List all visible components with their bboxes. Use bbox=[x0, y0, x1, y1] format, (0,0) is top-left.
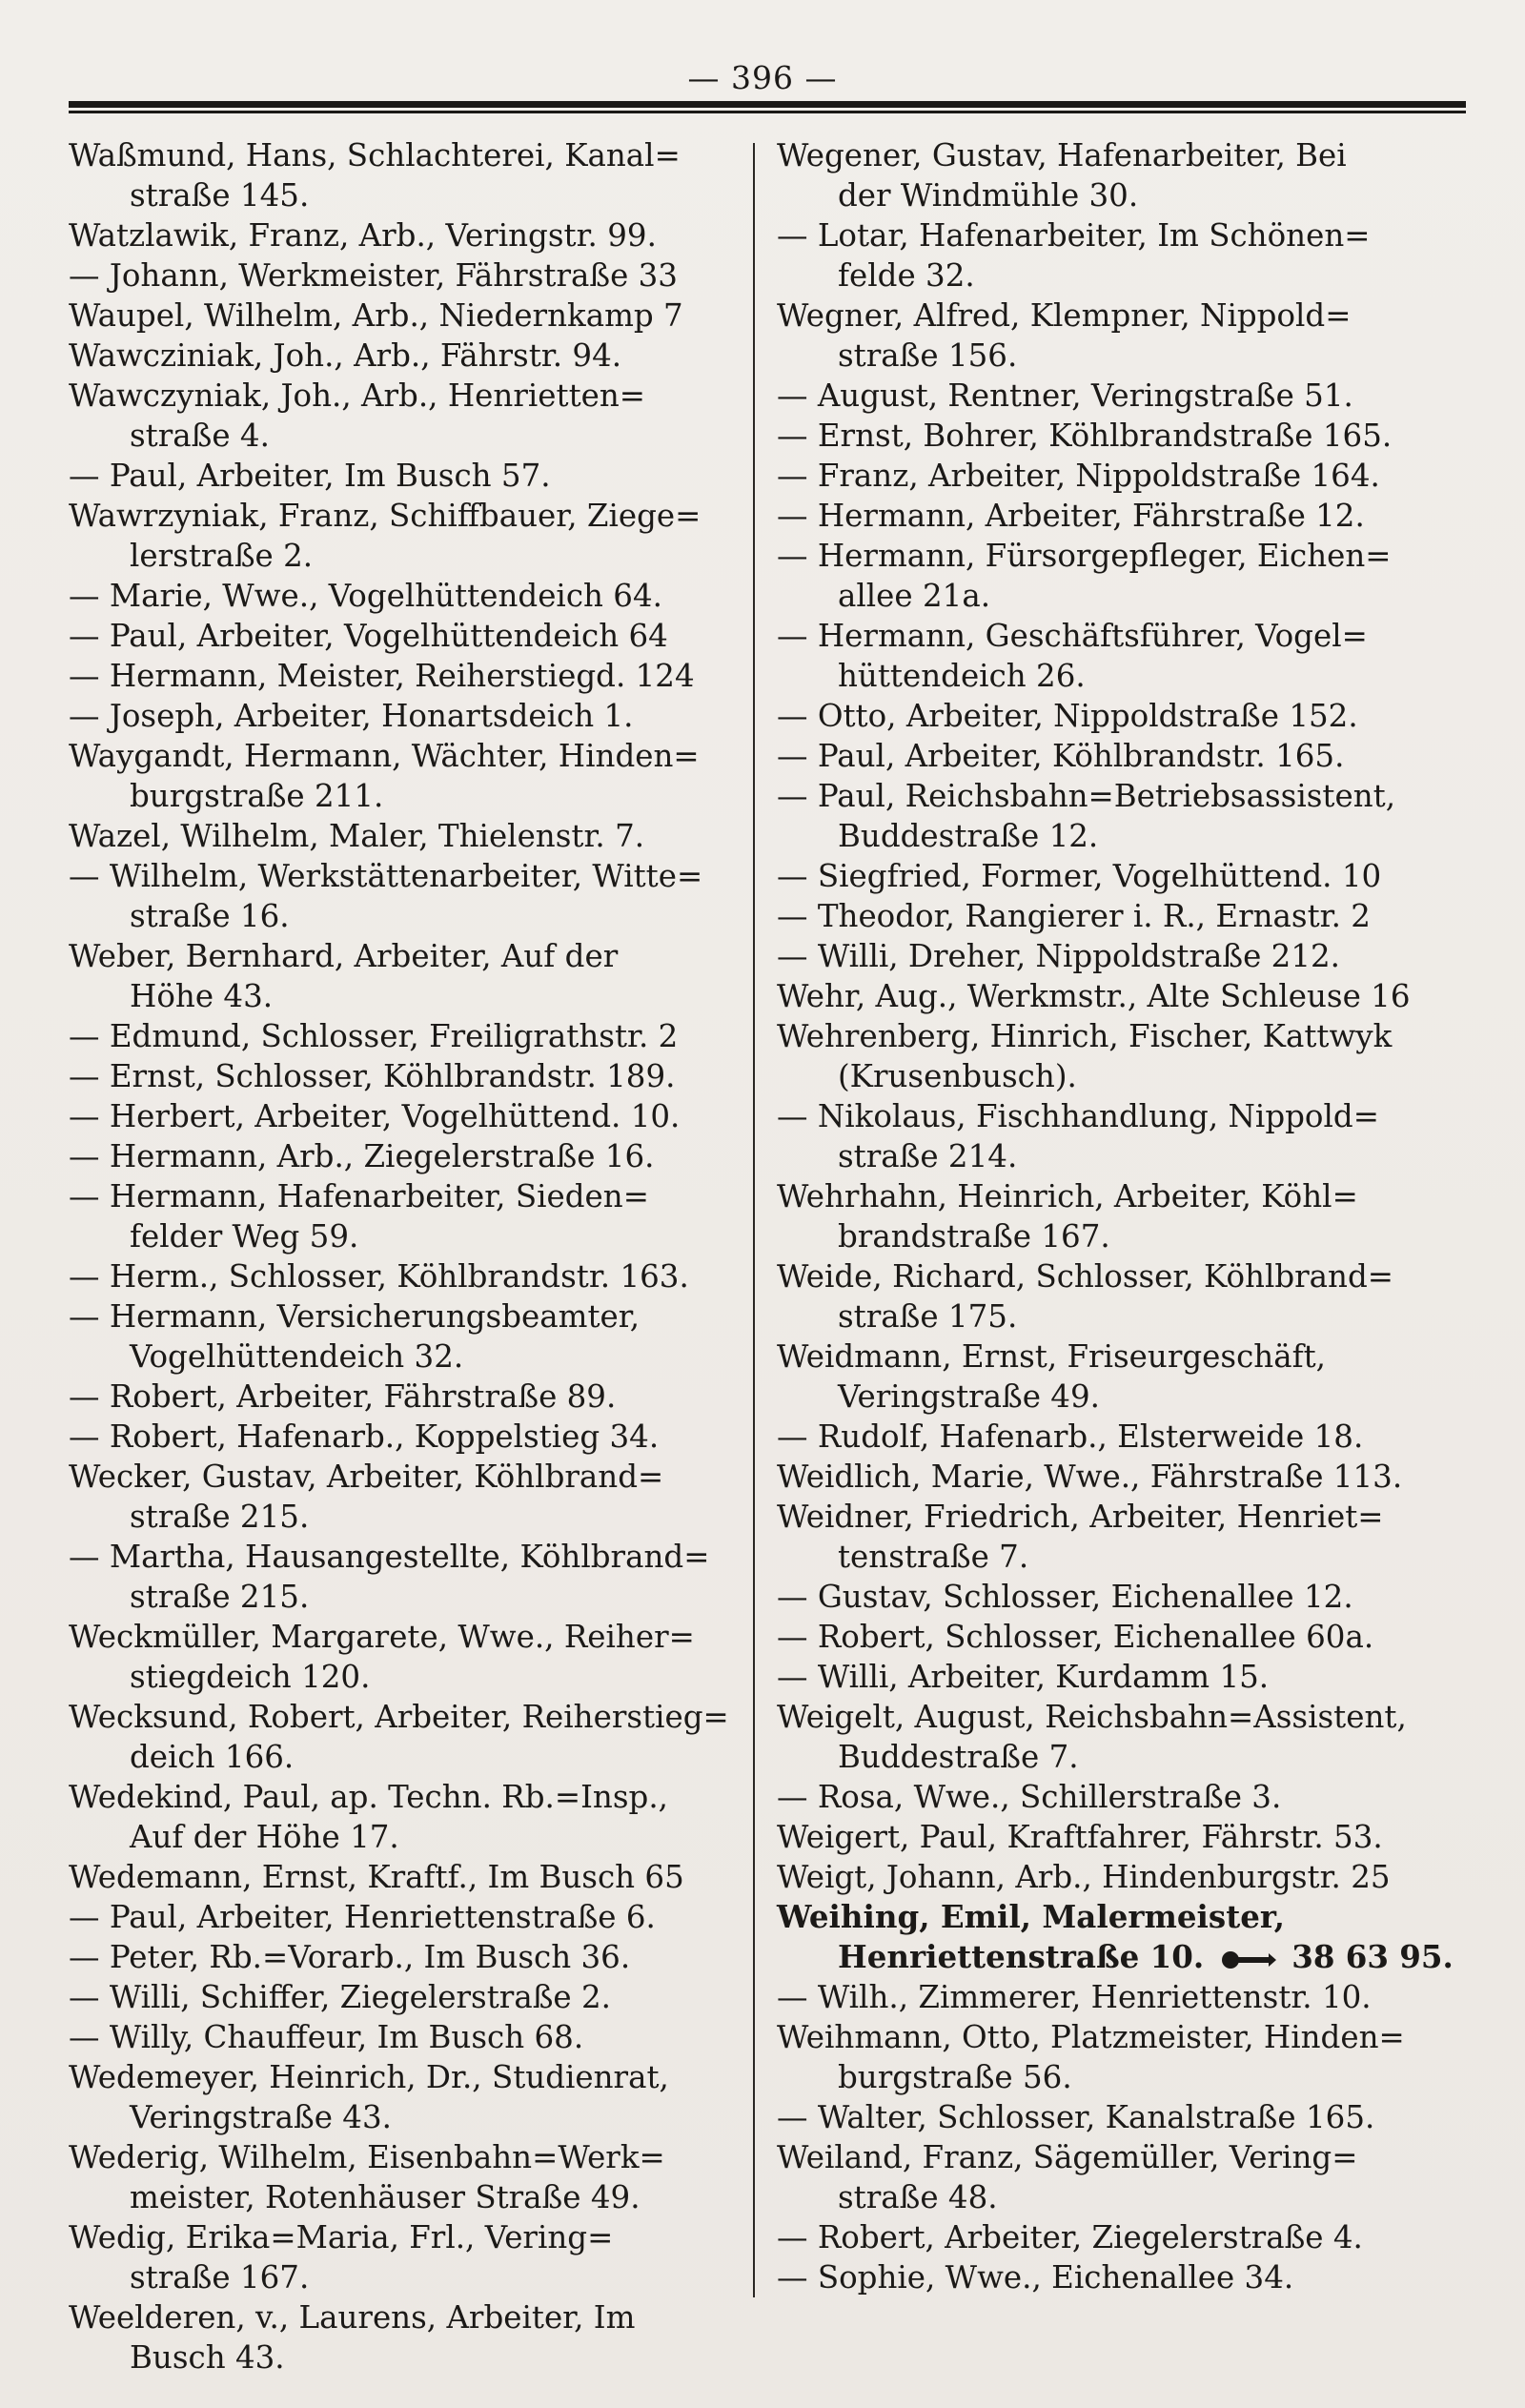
directory-entry bbox=[777, 2257, 1463, 2297]
directory-entry bbox=[69, 255, 736, 296]
entry-name-line: Weigelt, August, Reichsbahn=Assistent, bbox=[777, 1699, 1407, 1735]
entry-name-line: Waupel, Wilhelm, Arb., Niedernkamp 7 bbox=[69, 297, 683, 334]
directory-entry bbox=[777, 1897, 1463, 1977]
entry-name-line: Waßmund, Hans, Schlachterei, Kanal= bbox=[69, 137, 681, 173]
entry-name-line: — Joseph, Arbeiter, Honartsdeich 1. bbox=[69, 698, 634, 734]
directory-entry bbox=[69, 856, 736, 936]
entry-continuation-line: Vogelhüttendeich 32. bbox=[130, 1338, 464, 1375]
directory-entry bbox=[69, 1537, 736, 1617]
entry-continuation-line: felde 32. bbox=[838, 257, 975, 294]
directory-entry bbox=[69, 1697, 736, 1777]
directory-entry bbox=[69, 936, 736, 1016]
directory-entry bbox=[777, 296, 1463, 376]
entry-name-line: Wegener, Gustav, Hafenarbeiter, Bei bbox=[777, 137, 1347, 173]
entry-name-line: Wawcziniak, Joh., Arb., Fährstr. 94. bbox=[69, 337, 622, 374]
directory-entry bbox=[69, 1897, 736, 1937]
directory-entry bbox=[777, 2217, 1463, 2257]
entry-name-line: Weelderen, v., Laurens, Arbeiter, Im bbox=[69, 2299, 636, 2336]
entry-name-line: — Robert, Hafenarb., Koppelstieg 34. bbox=[69, 1418, 660, 1455]
entry-name-line: Watzlawik, Franz, Arb., Veringstr. 99. bbox=[69, 217, 657, 254]
directory-entry bbox=[69, 336, 736, 376]
entry-continuation-line: (Krusenbusch). bbox=[838, 1058, 1077, 1094]
entry-name-line: Weihmann, Otto, Platzmeister, Hinden= bbox=[777, 2019, 1405, 2055]
directory-entry bbox=[777, 1417, 1463, 1457]
directory-entry bbox=[777, 976, 1463, 1016]
directory-entry bbox=[69, 456, 736, 496]
entry-continuation-line: Auf der Höhe 17. bbox=[130, 1819, 399, 1855]
entry-name-line: Wedemann, Ernst, Kraftf., Im Busch 65 bbox=[69, 1859, 684, 1895]
directory-entry bbox=[69, 1136, 736, 1176]
entry-continuation-line: straße 215. bbox=[130, 1499, 310, 1535]
directory-entry bbox=[777, 1577, 1463, 1617]
directory-entry bbox=[69, 1256, 736, 1296]
directory-entry bbox=[777, 496, 1463, 536]
entry-name-line: — Sophie, Wwe., Eichenallee 34. bbox=[777, 2259, 1294, 2296]
directory-entry bbox=[777, 1697, 1463, 1777]
entry-name-line: Wehrhahn, Heinrich, Arbeiter, Köhl= bbox=[777, 1178, 1358, 1214]
entry-name-line: — Wilh., Zimmerer, Henriettenstr. 10. bbox=[777, 1979, 1372, 2015]
directory-entry bbox=[69, 2057, 736, 2137]
directory-entry bbox=[69, 1937, 736, 1977]
telephone-icon bbox=[1221, 1949, 1276, 1971]
entry-name-line: — Willi, Dreher, Nippoldstraße 212. bbox=[777, 938, 1341, 974]
entry-continuation-line: straße 175. bbox=[838, 1298, 1018, 1335]
entry-name-line: — Martha, Hausangestellte, Köhlbrand= bbox=[69, 1539, 710, 1575]
directory-entry bbox=[777, 1016, 1463, 1096]
directory-entry bbox=[777, 1617, 1463, 1657]
entry-name-line: — Paul, Arbeiter, Im Busch 57. bbox=[69, 458, 551, 494]
directory-entry bbox=[69, 1777, 736, 1857]
entry-name-line: Weide, Richard, Schlosser, Köhlbrand= bbox=[777, 1258, 1394, 1295]
directory-entry bbox=[69, 1417, 736, 1457]
entry-name-line: — August, Rentner, Veringstraße 51. bbox=[777, 378, 1353, 414]
entry-name-line: Wecksund, Robert, Arbeiter, Reiherstieg= bbox=[69, 1699, 729, 1735]
directory-entry bbox=[69, 1056, 736, 1096]
entry-name-line: Weidner, Friedrich, Arbeiter, Henriet= bbox=[777, 1499, 1384, 1535]
directory-entry bbox=[69, 656, 736, 696]
entry-continuation-line: straße 167. bbox=[130, 2259, 310, 2296]
directory-entry bbox=[69, 1977, 736, 2017]
directory-entry bbox=[69, 816, 736, 856]
directory-entry bbox=[777, 1256, 1463, 1337]
entry-continuation-line: Busch 43. bbox=[130, 2339, 285, 2376]
entry-name-line: — Paul, Arbeiter, Henriettenstraße 6. bbox=[69, 1899, 656, 1935]
directory-entry bbox=[777, 1337, 1463, 1417]
entry-name-line: — Siegfried, Former, Vogelhüttend. 10 bbox=[777, 858, 1382, 894]
directory-entry bbox=[69, 1377, 736, 1417]
entry-name-line: Weigt, Johann, Arb., Hindenburgstr. 25 bbox=[777, 1859, 1391, 1895]
entry-name-line: Wazel, Wilhelm, Maler, Thielenstr. 7. bbox=[69, 818, 645, 854]
entry-name-line: — Herbert, Arbeiter, Vogelhüttend. 10. bbox=[69, 1098, 681, 1134]
entry-name-line: — Paul, Arbeiter, Vogelhüttendeich 64 bbox=[69, 618, 668, 654]
entry-name-line: — Walter, Schlosser, Kanalstraße 165. bbox=[777, 2099, 1375, 2135]
entry-name-line: Weidmann, Ernst, Friseurgeschäft, bbox=[777, 1338, 1327, 1375]
entry-name-line: — Nikolaus, Fischhandlung, Nippold= bbox=[777, 1098, 1379, 1134]
entry-name-line: — Johann, Werkmeister, Fährstraße 33 bbox=[69, 257, 678, 294]
entry-name-line: — Hermann, Hafenarbeiter, Sieden= bbox=[69, 1178, 649, 1214]
entry-name-line: Wedemeyer, Heinrich, Dr., Studienrat, bbox=[69, 2059, 669, 2095]
directory-entry bbox=[777, 1977, 1463, 2017]
entry-name-line: — Franz, Arbeiter, Nippoldstraße 164. bbox=[777, 458, 1380, 494]
directory-entry bbox=[777, 896, 1463, 936]
entry-name-line: — Rudolf, Hafenarb., Elsterweide 18. bbox=[777, 1418, 1364, 1455]
entry-name-line: Waygandt, Hermann, Wächter, Hinden= bbox=[69, 738, 700, 774]
directory-entry bbox=[69, 736, 736, 816]
entry-name-line: — Hermann, Meister, Reiherstiegd. 124 bbox=[69, 658, 695, 694]
directory-entry bbox=[777, 616, 1463, 696]
entry-name-line: — Hermann, Versicherungsbeamter, bbox=[69, 1298, 640, 1335]
entry-name-line: — Willi, Arbeiter, Kurdamm 15. bbox=[777, 1659, 1270, 1695]
entry-name-line: Weckmüller, Margarete, Wwe., Reiher= bbox=[69, 1619, 695, 1655]
entry-continuation-line: allee 21a. bbox=[838, 578, 991, 614]
directory-entry bbox=[69, 135, 736, 215]
entry-continuation-line: straße 48. bbox=[838, 2179, 998, 2215]
left-column bbox=[69, 135, 736, 2377]
page-number: — 396 — bbox=[687, 59, 838, 96]
entry-name-line: — Gustav, Schlosser, Eichenallee 12. bbox=[777, 1579, 1353, 1615]
directory-entry bbox=[777, 2097, 1463, 2137]
entry-name-line: — Lotar, Hafenarbeiter, Im Schönen= bbox=[777, 217, 1371, 254]
entry-name-line: — Wilhelm, Werkstättenarbeiter, Witte= bbox=[69, 858, 703, 894]
entry-name-line: — Edmund, Schlosser, Freiligrathstr. 2 bbox=[69, 1018, 679, 1054]
directory-entry bbox=[777, 456, 1463, 496]
directory-entry bbox=[777, 2137, 1463, 2217]
entry-name-line: Weidlich, Marie, Wwe., Fährstraße 113. bbox=[777, 1459, 1403, 1495]
directory-entry bbox=[777, 1497, 1463, 1577]
entry-continuation-line: der Windmühle 30. bbox=[838, 177, 1139, 214]
entry-name-line: Weigert, Paul, Kraftfahrer, Fährstr. 53. bbox=[777, 1819, 1383, 1855]
entry-name-line: — Robert, Schlosser, Eichenallee 60a. bbox=[777, 1619, 1374, 1655]
entry-continuation-line: straße 145. bbox=[130, 177, 310, 214]
entry-continuation-line: straße 215. bbox=[130, 1579, 310, 1615]
entry-continuation-line: straße 214. bbox=[838, 1138, 1018, 1174]
entry-name-line: Wedekind, Paul, ap. Techn. Rb.=Insp., bbox=[69, 1779, 668, 1815]
entry-continuation-line: Veringstraße 49. bbox=[838, 1378, 1100, 1415]
directory-entry bbox=[69, 2137, 736, 2217]
directory-entry bbox=[69, 1016, 736, 1056]
entry-name-line: — Hermann, Arb., Ziegelerstraße 16. bbox=[69, 1138, 655, 1174]
entry-name-line: — Robert, Arbeiter, Fährstraße 89. bbox=[69, 1378, 617, 1415]
directory-entry bbox=[777, 1457, 1463, 1497]
entry-continuation-line: tenstraße 7. bbox=[838, 1539, 1029, 1575]
directory-entry bbox=[777, 376, 1463, 416]
entry-name-line: Wehr, Aug., Werkmstr., Alte Schleuse 16 bbox=[777, 978, 1411, 1014]
entry-continuation-line: felder Weg 59. bbox=[130, 1218, 359, 1255]
entry-name-line: Wawczyniak, Joh., Arb., Henrietten= bbox=[69, 378, 646, 414]
entry-continuation-line: lerstraße 2. bbox=[130, 538, 314, 574]
directory-entry bbox=[777, 1176, 1463, 1256]
right-column bbox=[777, 135, 1463, 2297]
directory-entry bbox=[69, 2297, 736, 2377]
directory-entry bbox=[777, 736, 1463, 776]
directory-entry bbox=[69, 2017, 736, 2057]
entry-name-line: Weihing, Emil, Malermeister, bbox=[777, 1898, 1285, 1935]
entry-name-line: Wegner, Alfred, Klempner, Nippold= bbox=[777, 297, 1352, 334]
entry-name-line: Wederig, Wilhelm, Eisenbahn=Werk= bbox=[69, 2139, 665, 2175]
header-rule-thin bbox=[69, 111, 1466, 113]
directory-entry bbox=[777, 1857, 1463, 1897]
directory-entry bbox=[777, 936, 1463, 976]
entry-continuation-line: straße 4. bbox=[130, 418, 270, 454]
entry-name-line: — Ernst, Schlosser, Köhlbrandstr. 189. bbox=[69, 1058, 676, 1094]
entry-name-line: Wehrenberg, Hinrich, Fischer, Kattwyk bbox=[777, 1018, 1393, 1054]
directory-entry bbox=[777, 416, 1463, 456]
entry-name-line: — Willi, Schiffer, Ziegelerstraße 2. bbox=[69, 1979, 611, 2015]
directory-entry bbox=[69, 2217, 736, 2297]
entry-name-line: — Peter, Rb.=Vorarb., Im Busch 36. bbox=[69, 1939, 631, 1975]
entry-name-line: Wecker, Gustav, Arbeiter, Köhlbrand= bbox=[69, 1459, 664, 1495]
entry-name-line: — Hermann, Arbeiter, Fährstraße 12. bbox=[777, 498, 1365, 534]
entry-continuation-line: Buddestraße 7. bbox=[838, 1739, 1079, 1775]
directory-entry bbox=[69, 1857, 736, 1897]
directory-entry bbox=[777, 536, 1463, 616]
entry-name-line: — Hermann, Geschäftsführer, Vogel= bbox=[777, 618, 1368, 654]
directory-entry bbox=[69, 1457, 736, 1537]
directory-entry bbox=[777, 215, 1463, 296]
entry-name-line: — Hermann, Fürsorgepfleger, Eichen= bbox=[777, 538, 1392, 574]
directory-entry bbox=[777, 1817, 1463, 1857]
phone-number bbox=[1221, 1937, 1454, 1977]
entry-continuation-line: straße 16. bbox=[130, 898, 290, 934]
entry-continuation-line: meister, Rotenhäuser Straße 49. bbox=[130, 2179, 640, 2215]
directory-entry bbox=[69, 1617, 736, 1697]
entry-continuation-line: burgstraße 211. bbox=[130, 778, 384, 814]
entry-continuation-line: Veringstraße 43. bbox=[130, 2099, 392, 2135]
entry-continuation-line: stiegdeich 120. bbox=[130, 1659, 371, 1695]
entry-name-line: Wedig, Erika=Maria, Frl., Vering= bbox=[69, 2219, 614, 2255]
entry-name-line: — Robert, Arbeiter, Ziegelerstraße 4. bbox=[777, 2219, 1363, 2255]
header-rule bbox=[69, 101, 1466, 114]
directory-entry bbox=[69, 296, 736, 336]
entry-name-line: Wawrzyniak, Franz, Schiffbauer, Ziege= bbox=[69, 498, 702, 534]
directory-entry bbox=[777, 1096, 1463, 1176]
entry-name-line: Weber, Bernhard, Arbeiter, Auf der bbox=[69, 938, 619, 974]
directory-entry bbox=[777, 2017, 1463, 2097]
directory-entry bbox=[777, 696, 1463, 736]
entry-name-line: — Herm., Schlosser, Köhlbrandstr. 163. bbox=[69, 1258, 689, 1295]
entry-continuation-line: hüttendeich 26. bbox=[838, 658, 1086, 694]
entry-name-line: — Marie, Wwe., Vogelhüttendeich 64. bbox=[69, 578, 662, 614]
entry-name-line: — Otto, Arbeiter, Nippoldstraße 152. bbox=[777, 698, 1358, 734]
entry-name-line: — Paul, Reichsbahn=Betriebsassistent, bbox=[777, 778, 1396, 814]
column-divider bbox=[753, 143, 755, 2297]
directory-entry bbox=[69, 1096, 736, 1136]
directory-entry bbox=[69, 376, 736, 456]
directory-entry bbox=[777, 856, 1463, 896]
entry-continuation-line: Buddestraße 12. bbox=[838, 818, 1099, 854]
entry-name-line: — Rosa, Wwe., Schillerstraße 3. bbox=[777, 1779, 1282, 1815]
directory-entry bbox=[777, 776, 1463, 856]
directory-entry bbox=[69, 576, 736, 616]
directory-entry bbox=[777, 135, 1463, 215]
directory-entry bbox=[69, 1176, 736, 1256]
entry-continuation-line: Höhe 43. bbox=[130, 978, 274, 1014]
phone-number-text: 38 63 95. bbox=[1291, 1938, 1454, 1975]
entry-name-line: — Willy, Chauffeur, Im Busch 68. bbox=[69, 2019, 584, 2055]
directory-entry bbox=[69, 215, 736, 255]
entry-continuation-line: burgstraße 56. bbox=[838, 2059, 1072, 2095]
entry-name-line: — Ernst, Bohrer, Köhlbrandstraße 165. bbox=[777, 418, 1393, 454]
directory-entry bbox=[777, 1657, 1463, 1697]
directory-entry bbox=[69, 696, 736, 736]
entry-continuation-line: brandstraße 167. bbox=[838, 1218, 1110, 1255]
entry-continuation-line: deich 166. bbox=[130, 1739, 295, 1775]
header-rule-thick bbox=[69, 101, 1466, 108]
entry-name-line: — Paul, Arbeiter, Köhlbrandstr. 165. bbox=[777, 738, 1345, 774]
directory-entry bbox=[69, 496, 736, 576]
directory-entry bbox=[69, 1296, 736, 1377]
entry-continuation-line: Henriettenstraße 10. 38 63 95. bbox=[838, 1938, 1454, 1975]
directory-entry bbox=[777, 1777, 1463, 1817]
entry-name-line: — Theodor, Rangierer i. R., Ernastr. 2 bbox=[777, 898, 1371, 934]
entry-continuation-line: straße 156. bbox=[838, 337, 1018, 374]
directory-entry bbox=[69, 616, 736, 656]
entry-name-line: Weiland, Franz, Sägemüller, Vering= bbox=[777, 2139, 1358, 2175]
